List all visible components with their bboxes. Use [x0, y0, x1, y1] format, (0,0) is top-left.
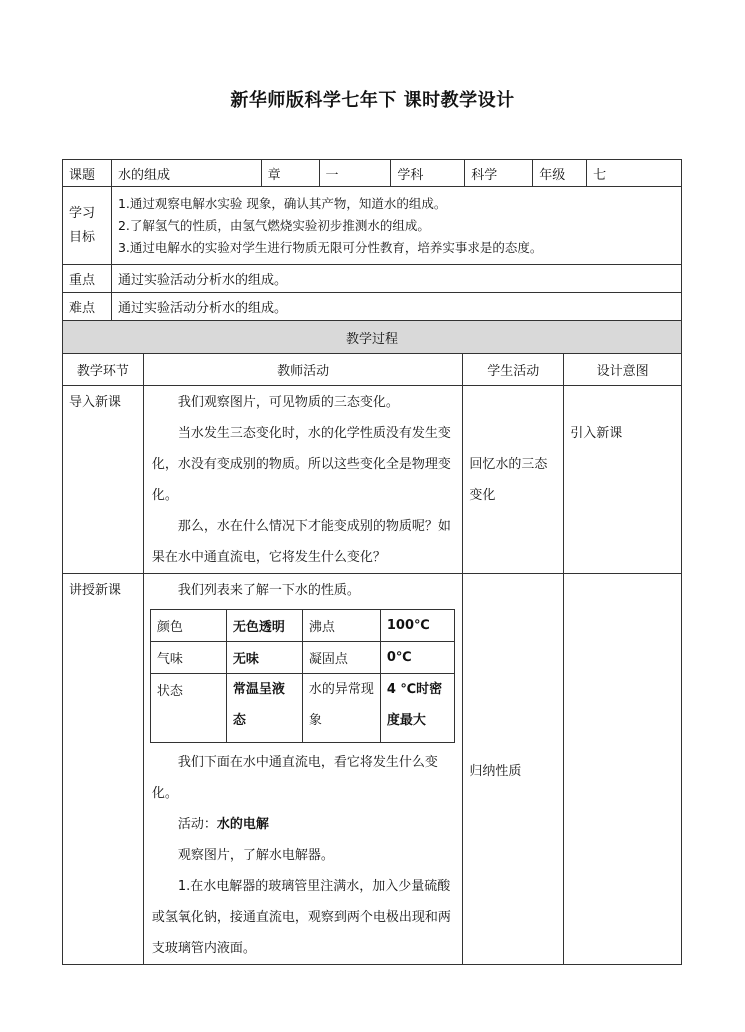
prop-state-label: 状态	[150, 674, 226, 743]
prop-anomaly-value: 4 ℃时密度最大	[380, 674, 454, 743]
difficulty-value: 通过实验活动分析水的组成。	[111, 293, 681, 321]
column-header-stage: 教学环节	[63, 354, 144, 386]
difficulty-label: 难点	[63, 293, 112, 321]
grade-label: 年级	[533, 160, 587, 187]
grade-value: 七	[587, 160, 682, 187]
chapter-value: 一	[319, 160, 391, 187]
prop-color-value: 无色透明	[226, 610, 302, 642]
prop-boil-label: 沸点	[302, 610, 380, 642]
lecture-design-intent	[564, 574, 682, 965]
step-1: 1.在水电解器的玻璃管里注满水，加入少量硫酸或氢氧化钠，接通直流电，观察到两个电极出现和两支玻璃管内液面。	[151, 879, 451, 956]
objectives-list	[111, 187, 681, 265]
column-header-student: 学生活动	[463, 354, 564, 386]
process-table	[62, 320, 682, 965]
lecture-student-activity: 归纳性质	[463, 574, 564, 965]
key-point-label: 重点	[63, 265, 112, 293]
objective-item: 3.通过电解水的实验对学生进行物质无限可分性教育，培养实事求是的态度。	[117, 239, 543, 255]
lecture-paragraph: 我们下面在水中通直流电，看它将发生什么变化。	[151, 755, 438, 801]
intro-student-activity: 回忆水的三态变化	[463, 386, 564, 574]
intro-teacher-activity	[143, 386, 463, 574]
prop-state-value: 常温呈液态	[226, 674, 302, 743]
lecture-stage: 讲授新课	[63, 574, 144, 965]
prop-freeze-value: 0℃	[380, 642, 454, 674]
objectives-label-line-1: 学习	[69, 205, 96, 221]
objective-item: 1.通过观察电解水实验 现象，确认其产物，知道水的组成。	[117, 195, 447, 211]
activity-line	[144, 809, 463, 840]
intro-design-intent: 引入新课	[564, 386, 682, 574]
topic-label: 课题	[63, 160, 112, 187]
activity-name: 水的电解	[216, 817, 269, 832]
header-table	[62, 159, 682, 321]
intro-paragraph: 那么，水在什么情况下才能变成别的物质呢？如果在水中通直流电，它将发生什么变化？	[151, 519, 451, 565]
objectives-label-line-2: 目标	[69, 229, 96, 245]
prop-smell-value: 无味	[226, 642, 302, 674]
intro-paragraph: 我们观察图片，可见物质的三态变化。	[177, 395, 399, 410]
prop-smell-label: 气味	[150, 642, 226, 674]
lecture-intro: 我们列表来了解一下水的性质。	[177, 583, 360, 598]
column-header-design: 设计意图	[564, 354, 682, 386]
lecture-teacher-activity	[143, 574, 463, 965]
observe-line: 观察图片，了解水电解器。	[177, 848, 334, 863]
prop-anomaly-label: 水的异常现象	[302, 674, 380, 743]
subject-label: 学科	[391, 160, 465, 187]
prop-freeze-label: 凝固点	[302, 642, 380, 674]
intro-stage: 导入新课	[63, 386, 144, 574]
prop-boil-value: 100℃	[380, 610, 454, 642]
intro-paragraph: 当水发生三态变化时，水的化学性质没有发生变化，水没有变成别的物质。所以这些变化全是物理变化。	[151, 426, 451, 503]
key-point-value: 通过实验活动分析水的组成。	[111, 265, 681, 293]
page-title: 新华师版科学七年下 课时教学设计	[230, 90, 515, 111]
process-heading: 教学过程	[63, 321, 682, 354]
water-properties-table	[150, 609, 455, 743]
prop-color-label: 颜色	[150, 610, 226, 642]
column-header-teacher: 教师活动	[143, 354, 463, 386]
subject-value: 科学	[465, 160, 533, 187]
activity-prefix: 活动：	[177, 817, 217, 832]
chapter-label: 章	[261, 160, 319, 187]
topic-value: 水的组成	[111, 160, 261, 187]
objective-item: 2.了解氢气的性质，由氢气燃烧实验初步推测水的组成。	[117, 217, 430, 233]
objectives-label	[63, 187, 112, 265]
